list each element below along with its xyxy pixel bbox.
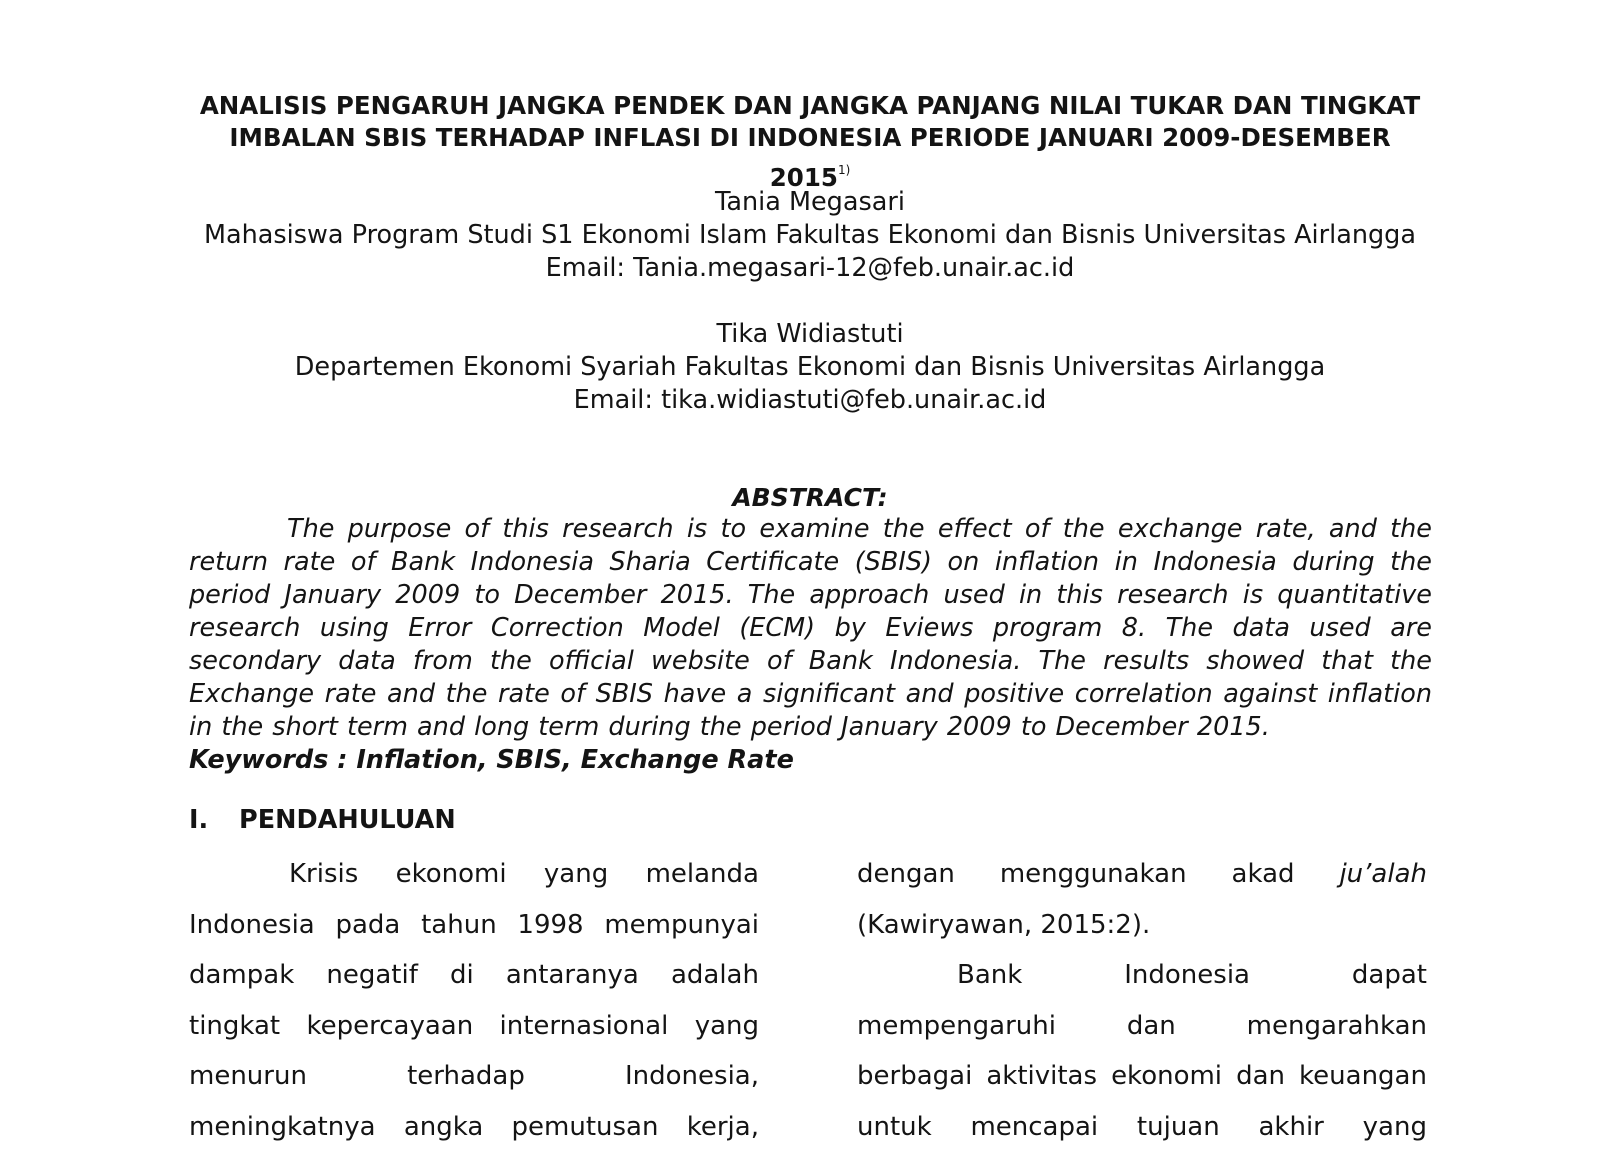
left-column <box>189 849 759 1152</box>
left-line <box>189 950 759 1001</box>
section-number: I. <box>189 805 209 835</box>
word: dapat <box>1351 960 1427 990</box>
word: Krisis <box>289 859 359 889</box>
title-line-2-text: IMBALAN SBIS TERHADAP INFLASI DI INDONESIA PERIODE JANUARI 2009-DESEMBER 2015 <box>229 123 1391 192</box>
word: di <box>450 960 474 990</box>
word: tahun <box>421 909 497 940</box>
author-affiliation: Departemen Ekonomi Syariah Fakultas Ekonomi dan Bisnis Universitas Airlangga <box>294 352 1326 382</box>
word: 1998 <box>517 909 584 940</box>
word: antaranya <box>505 960 639 990</box>
word: mempunyai <box>604 909 759 940</box>
word: adalah <box>670 960 759 990</box>
word: dan <box>1236 1061 1285 1091</box>
left-line <box>189 1102 759 1153</box>
word: mencapai <box>970 1111 1099 1142</box>
word: aktivitas <box>986 1061 1098 1091</box>
word: untuk <box>857 1111 932 1142</box>
word: tujuan <box>1136 1111 1220 1142</box>
author-block-2 <box>160 318 1460 417</box>
word: angka <box>403 1111 484 1142</box>
word: dampak <box>189 960 295 990</box>
section-heading <box>189 804 456 837</box>
word: dengan <box>857 859 955 889</box>
abstract-text: The purpose of this research is to examine the effect of the exchange rate, and the return rate of Bank Indonesia Sharia Certificate (SBIS) on inflation in Indonesia during the period January 2009 to December 2015. The approach used in this research is quantitative research using Error Correction Model (ECM) by Eviews program 8. The data used are secondary data from the official website of Bank Indonesia. The results showed that the Exchange rate and the rate of SBIS have a significant and positive correlation against inflation in the short term and long term during the period January 2009 to December 2015. <box>189 514 1432 742</box>
word: Indonesia, <box>625 1061 759 1091</box>
word: akhir <box>1258 1111 1324 1142</box>
word: yang <box>694 1010 759 1041</box>
right-line <box>857 1001 1427 1052</box>
title-footnote-mark: 1) <box>837 163 851 177</box>
word-italic: ju’alah <box>1339 859 1427 889</box>
word: ekonomi <box>395 859 507 889</box>
paper-title <box>190 90 1430 194</box>
author-name: Tania Megasari <box>715 187 905 217</box>
word: Indonesia <box>189 909 315 940</box>
word: Indonesia <box>1124 960 1250 990</box>
word: akad <box>1231 859 1295 889</box>
word: menurun <box>189 1061 307 1091</box>
right-line <box>857 1051 1427 1102</box>
word: keuangan <box>1299 1061 1427 1091</box>
citation: (Kawiryawan, 2015:2). <box>857 909 1151 940</box>
keywords: Keywords : Inflation, SBIS, Exchange Rate <box>189 745 794 775</box>
word: pemutusan <box>511 1111 659 1142</box>
word: terhadap <box>407 1061 525 1091</box>
word: pada <box>335 909 401 940</box>
right-line <box>857 1102 1427 1153</box>
word: yang <box>543 859 609 889</box>
word: melanda <box>645 859 759 889</box>
section-title: PENDAHULUAN <box>239 805 456 835</box>
word: berbagai <box>857 1061 973 1091</box>
right-paragraph <box>857 950 1427 1152</box>
author-email: Email: tika.widiastuti@feb.unair.ac.id <box>573 385 1047 415</box>
left-line <box>189 1001 759 1052</box>
word: menggunakan <box>999 859 1187 889</box>
word: mengarahkan <box>1246 1010 1427 1041</box>
word: mempengaruhi <box>857 1010 1056 1041</box>
title-line-1: ANALISIS PENGARUH JANGKA PENDEK DAN JANGKA PANJANG NILAI TUKAR DAN TINGKAT <box>199 91 1421 120</box>
left-line <box>189 900 759 951</box>
word: meningkatnya <box>189 1111 376 1142</box>
word: yang <box>1362 1111 1427 1142</box>
author-block-1 <box>160 186 1460 285</box>
word: dan <box>1126 1010 1176 1041</box>
author-name: Tika Widiastuti <box>716 319 904 349</box>
right-line-2 <box>857 900 1427 951</box>
abstract-heading: ABSTRACT: <box>732 483 888 512</box>
word: tingkat <box>189 1010 281 1041</box>
word: internasional <box>499 1010 669 1041</box>
word: ekonomi <box>1111 1061 1223 1091</box>
left-line <box>189 849 759 900</box>
right-line-1 <box>857 849 1427 900</box>
author-affiliation: Mahasiswa Program Studi S1 Ekonomi Islam Fakultas Ekonomi dan Bisnis Universitas Airlangga <box>203 220 1416 250</box>
right-line <box>857 950 1427 1001</box>
word: Bank <box>957 960 1023 990</box>
title-line-2 <box>190 122 1430 194</box>
author-email: Email: Tania.megasari-12@feb.unair.ac.id <box>545 253 1075 283</box>
word: kepercayaan <box>306 1010 474 1041</box>
left-line <box>189 1051 759 1102</box>
word: negatif <box>326 960 418 990</box>
right-column <box>857 849 1427 1152</box>
word: kerja, <box>686 1111 759 1142</box>
